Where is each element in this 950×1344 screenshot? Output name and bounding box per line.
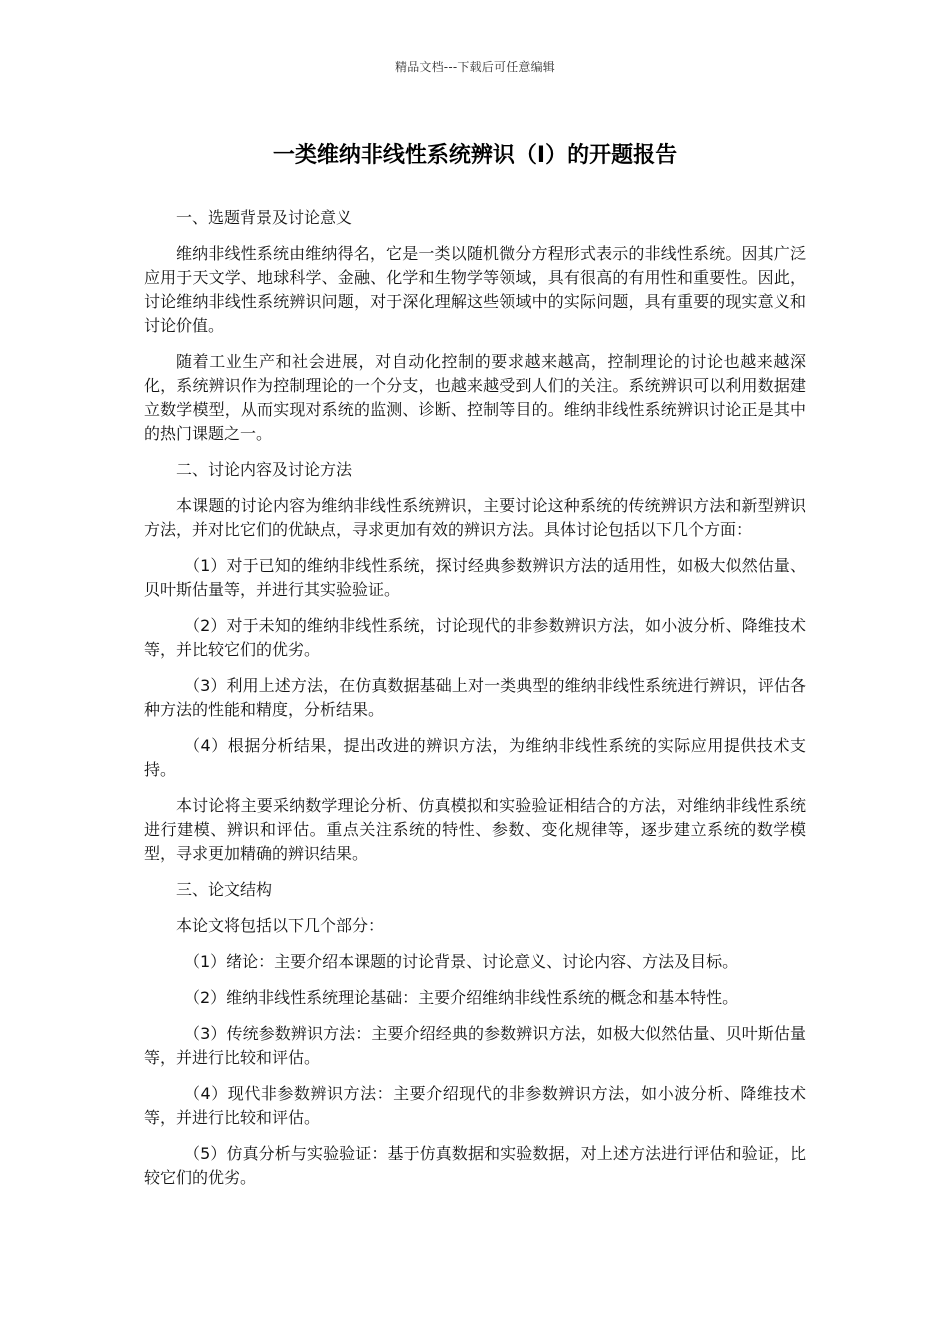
list-item: （3）传统参数辨识方法：主要介绍经典的参数辨识方法，如极大似然估量、贝叶斯估量等，并进行比较和评估。 — [144, 1024, 806, 1067]
body-paragraph: 随着工业生产和社会进展，对自动化控制的要求越来越高，控制理论的讨论也越来越深化，系统辨识作为控制理论的一个分支，也越来越受到人们的关注。系统辨识可以利用数据建立数学模型，从而实现对系统的监测、诊断、控制等目的。维纳非线性系统辨识讨论正是其中的热门课题之一。 — [144, 352, 806, 443]
list-item: （1）绪论：主要介绍本课题的讨论背景、讨论意义、讨论内容、方法及目标。 — [184, 952, 739, 971]
list-item: （4）根据分析结果，提出改进的辨识方法，为维纳非线性系统的实际应用提供技术支持。 — [144, 736, 806, 779]
list-item: （1）对于已知的维纳非线性系统，探讨经典参数辨识方法的适用性，如极大似然估量、贝叶斯估量等，并进行其实验验证。 — [144, 556, 806, 599]
body-paragraph: 本讨论将主要采纳数学理论分析、仿真模拟和实验验证相结合的方法，对维纳非线性系统进行建模、辨识和评估。重点关注系统的特性、参数、变化规律等，逐步建立系统的数学模型，寻求更加精确的辨识结果。 — [144, 796, 806, 863]
list-item: （2）对于未知的维纳非线性系统，讨论现代的非参数辨识方法，如小波分析、降维技术等，并比较它们的优劣。 — [144, 616, 806, 659]
body-paragraph: 本论文将包括以下几个部分： — [176, 916, 385, 935]
document-body — [144, 206, 806, 1202]
body-paragraph: 本课题的讨论内容为维纳非线性系统辨识，主要讨论这种系统的传统辨识方法和新型辨识方法，并对比它们的优缺点，寻求更加有效的辨识方法。具体讨论包括以下几个方面： — [144, 496, 806, 539]
list-item: （3）利用上述方法，在仿真数据基础上对一类典型的维纳非线性系统进行辨识，评估各种方法的性能和精度，分析结果。 — [144, 676, 806, 719]
document-title: 一类维纳非线性系统辨识（Ⅰ）的开题报告 — [272, 143, 678, 168]
list-item: （5）仿真分析与实验验证：基于仿真数据和实验数据，对上述方法进行评估和验证，比较它们的优劣。 — [144, 1144, 806, 1187]
section-heading-background: 一、选题背景及讨论意义 — [176, 208, 353, 227]
section-heading-structure: 三、论文结构 — [176, 880, 273, 899]
page-header-note: 精品文档---下载后可任意编辑 — [395, 60, 555, 74]
list-item: （2）维纳非线性系统理论基础：主要介绍维纳非线性系统的概念和基本特性。 — [184, 988, 739, 1007]
list-item: （4）现代非参数辨识方法：主要介绍现代的非参数辨识方法，如小波分析、降维技术等，并进行比较和评估。 — [144, 1084, 806, 1127]
section-heading-content-methods: 二、讨论内容及讨论方法 — [176, 460, 353, 479]
body-paragraph: 维纳非线性系统由维纳得名，它是一类以随机微分方程形式表示的非线性系统。因其广泛应用于天文学、地球科学、金融、化学和生物学等领域，具有很高的有用性和重要性。因此，讨论维纳非线性系统辨识问题，对于深化理解这些领域中的实际问题，具有重要的现实意义和讨论价值。 — [144, 244, 806, 335]
